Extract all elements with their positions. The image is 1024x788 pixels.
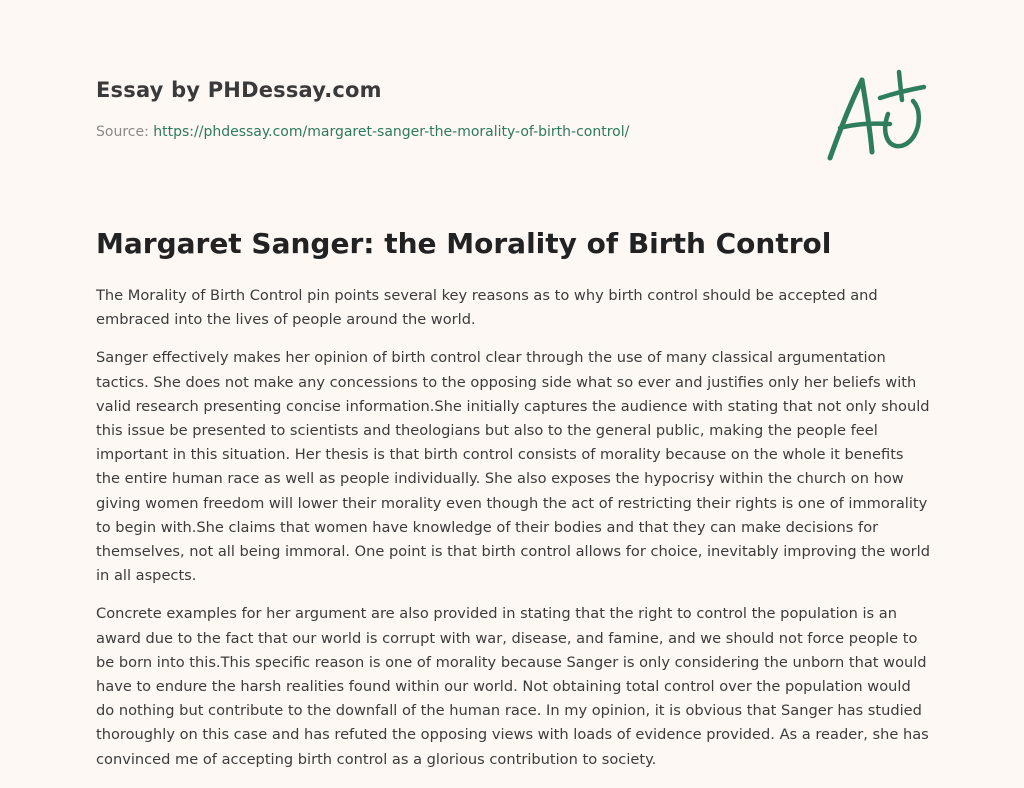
a-plus-logo-icon — [822, 66, 928, 166]
essay-paragraph: The Morality of Birth Control pin points several key reasons as to why birth control should be accepted and embraced into the lives of people around the world. — [96, 287, 878, 329]
essay-paragraph: Sanger effectively makes her opinion of birth control clear through the use of many classical argumentation tactics. She does not make any concessions to the opposing side what so ever and justifies only her beliefs with valid research presenting concise information.She initially captures the audience with stating that not only should this issue be presented to scientists and theologians but also to the general public, making the people feel important in this situation. Her thesis is that birth control consists of morality because on the whole it benefits the entire human race as well as people individually. She also exposes the hypocrisy within the church on how giving women freedom will lower their morality even though the act of restricting their rights is one of immorality to begin with.She claims that women have knowledge of their bodies and that they can make decisions for themselves, not all being immoral. One point is that birth control allows for choice, inevitably improving the world in all aspects. — [96, 349, 930, 585]
source-line — [96, 122, 816, 142]
source-label: Source: — [96, 124, 149, 140]
site-brand: Essay by PHDessay.com — [96, 78, 382, 102]
essay-body — [96, 284, 930, 786]
source-link[interactable]: https://phdessay.com/margaret-sanger-the-morality-of-birth-control/ — [153, 124, 630, 140]
essay-title: Margaret Sanger: the Morality of Birth Control — [96, 227, 832, 260]
site-header — [96, 76, 816, 142]
essay-paragraph: Concrete examples for her argument are also provided in stating that the right to control the population is an award due to the fact that our world is corrupt with war, disease, and famine, and we should not force people to be born into this.This specific reason is one of morality because Sanger is only considering the unborn that would have to endure the harsh realities found within our world. Not obtaining total control over the population would do nothing but contribute to the downfall of the human race. In my opinion, it is obvious that Sanger has studied thoroughly on this case and has refuted the opposing views with loads of evidence provided. As a reader, she has convinced me of accepting birth control as a glorious contribution to society. — [96, 605, 929, 768]
